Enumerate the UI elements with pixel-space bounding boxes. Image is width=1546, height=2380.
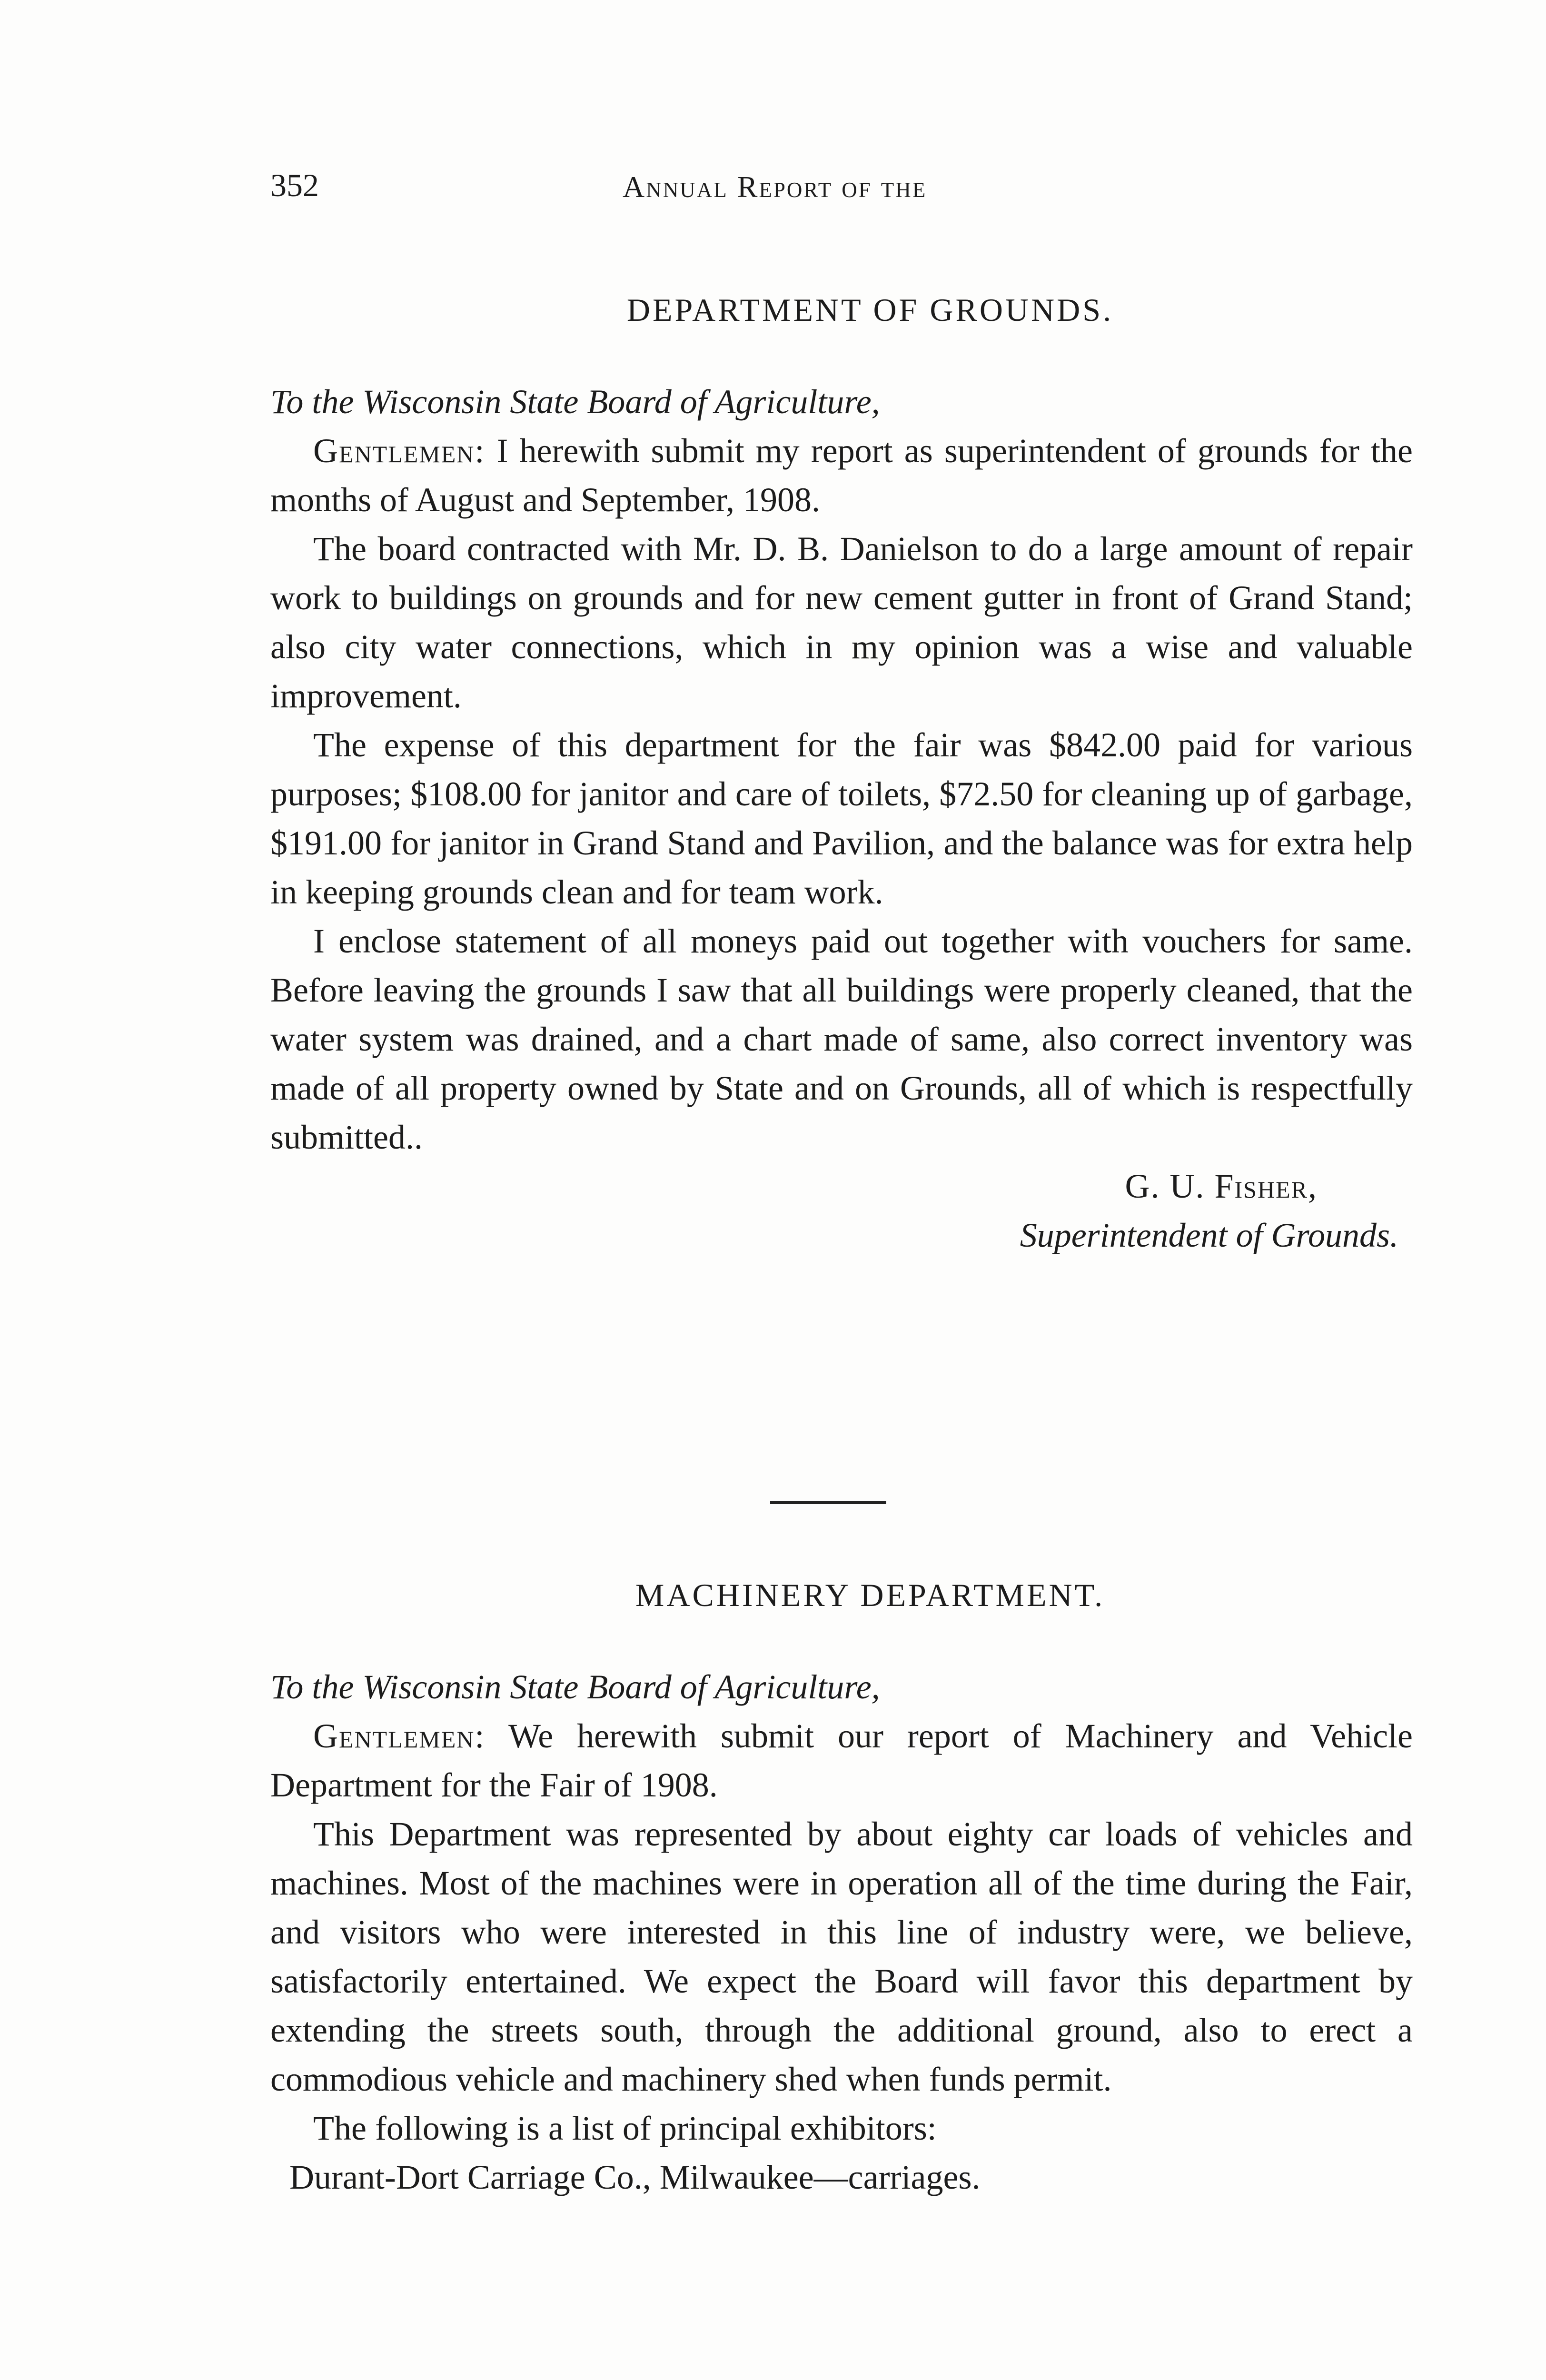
grounds-opening [270,426,1413,525]
grounds-salutation: To the Wisconsin State Board of Agriculture, [270,383,880,421]
machinery-opening-text: We herewith submit our report of Machinery and Vehicle Department for the Fair of 1908. [270,1717,1413,1804]
grounds-paragraph-3: I enclose statement of all moneys paid out together with vouchers for same. Before leaving the grounds I saw that all buildings were properly cleaned, that the water system was drained, and a chart made of same, also correct inventory was made of all property owned by State and on Grounds, all of which is respectfully submitted.. [270,922,1413,1156]
grounds-title: DEPARTMENT OF GROUNDS. [626,292,1114,328]
grounds-section [270,286,1413,1260]
signer-title: Superintendent of Grounds. [1020,1216,1398,1254]
page-number: 352 [270,167,319,203]
grounds-gentlemen-label: Gentlemen: [313,432,486,470]
machinery-title: MACHINERY DEPARTMENT. [635,1577,1105,1613]
machinery-salutation: To the Wisconsin State Board of Agriculture, [270,1668,880,1706]
grounds-paragraph-2: The expense of this department for the fair was $842.00 paid for various purposes; $108.00 for janitor and care of toilets, $72.50 for cleaning up of garbage, $191.00 for janitor in Grand Stand and Pavilion, and the balance was for extra help in keeping grounds clean and for team work. [270,726,1413,911]
machinery-paragraph-2: The following is a list of principal exhibitors: [313,2109,937,2147]
grounds-opening-text: I herewith submit my report as superintendent of grounds for the months of August and September, 1908. [270,432,1413,519]
machinery-gentlemen-label: Gentlemen: [313,1717,486,1755]
running-title: Annual Report of the [623,170,927,204]
machinery-section [270,1571,1413,2202]
exhibitor-item: Durant-Dort Carriage Co., Milwaukee—carriages. [289,2158,981,2196]
section-divider [770,1501,886,1504]
machinery-opening [270,1712,1413,1810]
machinery-paragraph-1: This Department was represented by about eighty car loads of vehicles and machines. Most of the machines were in operation all of the time during the Fair, and visitors who were interested in this line of industry were, we believe, satisfactorily entertained. We expect the Board will favor this department by extending the streets south, through the additional ground, also to erect a commodious vehicle and machinery shed when funds permit. [270,1815,1413,2098]
grounds-signature [270,1162,1413,1260]
running-head [270,167,1413,219]
grounds-paragraph-1: The board contracted with Mr. D. B. Danielson to do a large amount of repair work to buildings on grounds and for new cement gutter in front of Grand Stand; also city water connections, which in my opinion was a wise and valuable improvement. [270,530,1413,715]
signer-name: G. U. Fisher, [1125,1167,1318,1205]
